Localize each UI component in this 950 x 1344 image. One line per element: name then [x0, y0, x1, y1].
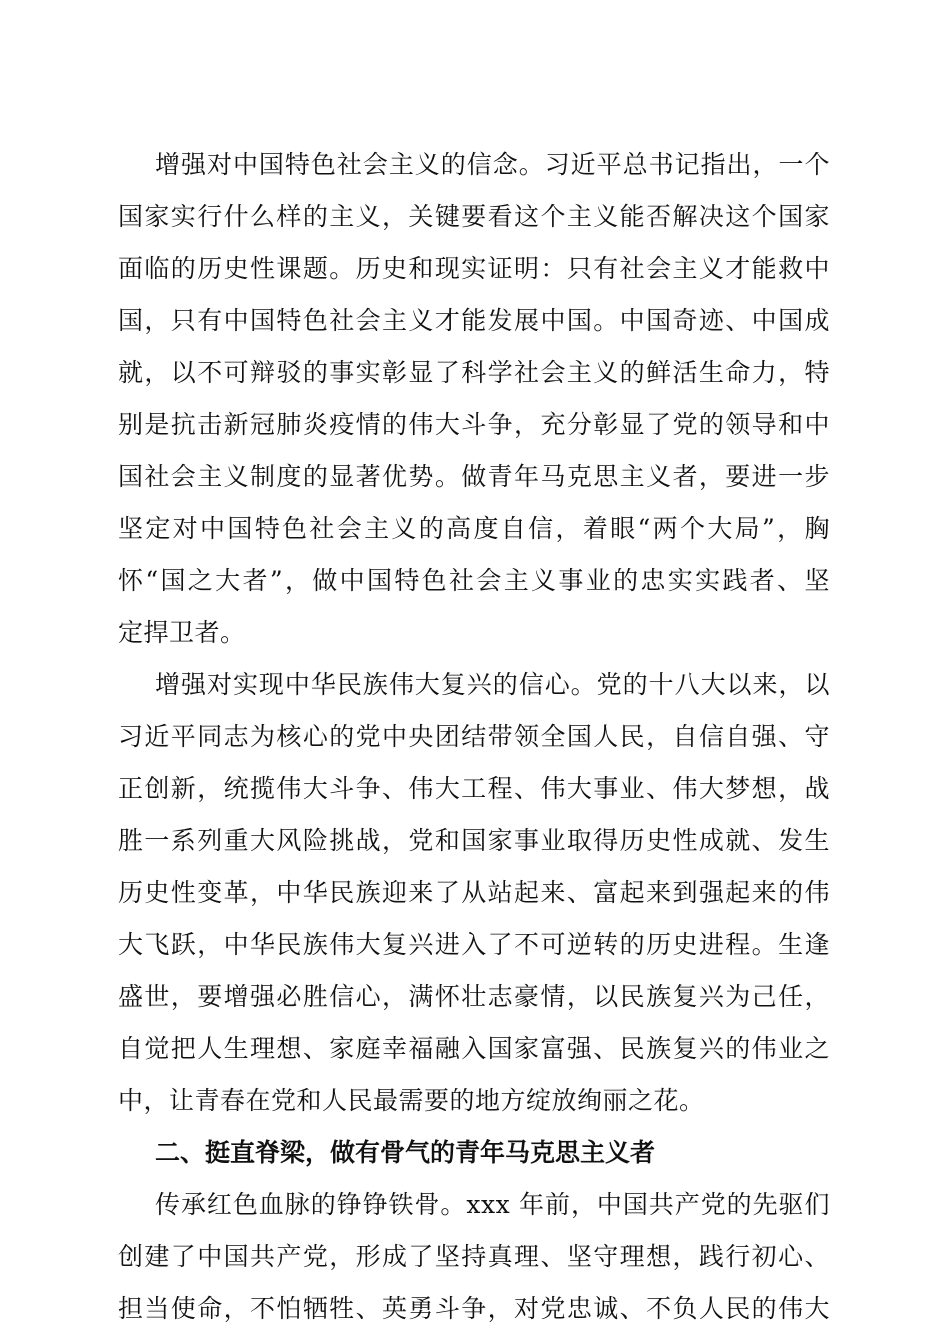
paragraph-line: 胜一系列重大风险挑战，党和国家事业取得历史性成就、发生	[118, 826, 830, 855]
section-heading: 二、挺直脊梁，做有骨气的青年马克思主义者	[155, 1138, 656, 1167]
paragraph-line: 中，让青春在党和人民最需要的地方绽放绚丽之花。	[118, 1086, 705, 1115]
paragraph-line: 传承红色血脉的铮铮铁骨。xxx 年前，中国共产党的先驱们	[155, 1190, 830, 1219]
paragraph-line: 增强对中国特色社会主义的信念。习近平总书记指出，一个	[155, 150, 830, 179]
paragraph-line: 盛世，要增强必胜信心，满怀壮志豪情，以民族复兴为己任，	[118, 982, 830, 1011]
paragraph-line: 正创新，统揽伟大斗争、伟大工程、伟大事业、伟大梦想，战	[118, 774, 830, 803]
document-page	[118, 139, 830, 1335]
paragraph-line: 习近平同志为核心的党中央团结带领全国人民，自信自强、守	[118, 722, 830, 751]
paragraph-line: 就，以不可辩驳的事实彰显了科学社会主义的鲜活生命力，特	[118, 358, 830, 387]
paragraph-line: 自觉把人生理想、家庭幸福融入国家富强、民族复兴的伟业之	[118, 1034, 830, 1063]
paragraph-3	[118, 1179, 830, 1335]
paragraph-line: 面临的历史性课题。历史和现实证明：只有社会主义才能救中	[118, 254, 830, 283]
paragraph-line: 国社会主义制度的显著优势。做青年马克思主义者，要进一步	[118, 462, 830, 491]
paragraph-line: 大飞跃，中华民族伟大复兴进入了不可逆转的历史进程。生逢	[118, 930, 830, 959]
paragraph-line: 国家实行什么样的主义，关键要看这个主义能否解决这个国家	[118, 202, 830, 231]
paragraph-line: 坚定对中国特色社会主义的高度自信，着眼“两个大局”，胸	[118, 514, 830, 543]
paragraph-line: 历史性变革，中华民族迎来了从站起来、富起来到强起来的伟	[118, 878, 830, 907]
paragraph-line: 国，只有中国特色社会主义才能发展中国。中国奇迹、中国成	[118, 306, 830, 335]
paragraph-1	[118, 139, 830, 659]
paragraph-line: 创建了中国共产党，形成了坚持真理、坚守理想，践行初心、	[118, 1242, 830, 1271]
paragraph-line: 怀“国之大者”，做中国特色社会主义事业的忠实实践者、坚	[118, 566, 830, 595]
paragraph-line: 定捍卫者。	[118, 618, 246, 647]
paragraph-line: 增强对实现中华民族伟大复兴的信心。党的十八大以来，以	[155, 670, 830, 699]
paragraph-2	[118, 659, 830, 1127]
paragraph-line: 担当使命，不怕牺牲、英勇斗争，对党忠诚、不负人民的伟大	[118, 1294, 830, 1323]
paragraph-line: 别是抗击新冠肺炎疫情的伟大斗争，充分彰显了党的领导和中	[118, 410, 830, 439]
